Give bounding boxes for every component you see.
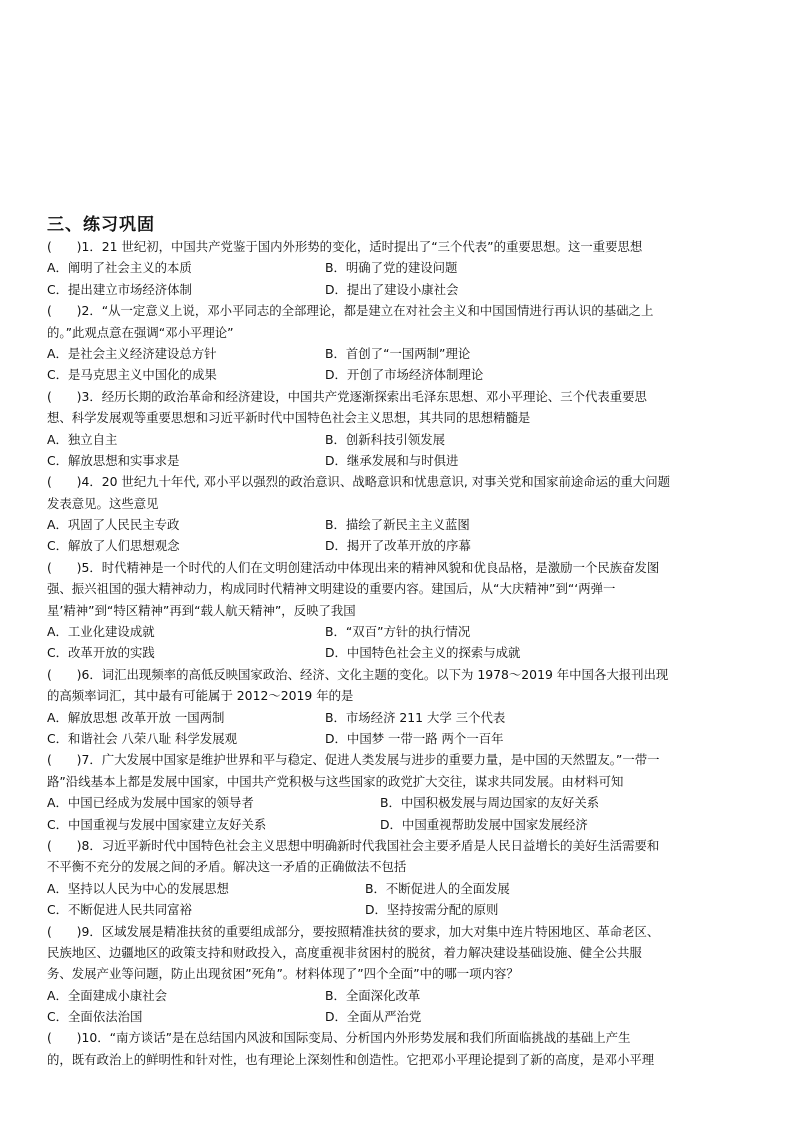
answer-option: A．解放思想 改革开放 一国两制: [47, 709, 225, 725]
answer-option: A．坚持以人民为中心的发展思想: [47, 880, 229, 896]
question-3: [47, 386, 747, 472]
answer-option: C．不断促进人民共同富裕: [47, 902, 192, 918]
answer-option: A．中国已经成为发展中国家的领导者: [47, 795, 254, 811]
option-row: [47, 985, 747, 1006]
question-4: [47, 471, 747, 557]
option-row: [47, 514, 747, 535]
document-body: [47, 214, 747, 1070]
answer-option: C．和谐社会 八荣八耻 科学发展观: [47, 730, 237, 746]
answer-option: B．市场经济 211 大学 三个代表: [325, 709, 506, 725]
question-stem-line: 强、振兴祖国的强大精神动力，构成同时代精神文明建设的重要内容。建国后，从“大庆精神”到“‘两弹一: [47, 581, 616, 597]
question-stem-line: ( )2．“从一定意义上说，邓小平同志的全部理论，都是建立在对社会主义和中国国情进行再认识的基础之上: [47, 303, 654, 319]
question-stem-line: 发表意见。这些意见: [47, 495, 159, 511]
answer-option: C．中国重视与发展中国家建立友好关系: [47, 816, 267, 832]
question-stem-line: 想、科学发展观等重要思想和习近平新时代中国特色社会主义思想，其共同的思想精髓是: [47, 410, 531, 426]
answer-option: C．提出建立市场经济体制: [47, 281, 192, 297]
answer-option: A．全面建成小康社会: [47, 987, 167, 1003]
answer-option: D．继承发展和与时俱进: [325, 452, 459, 468]
question-list: [47, 236, 747, 1070]
answer-option: B．中国积极发展与周边国家的友好关系: [380, 795, 600, 811]
question-stem-line: ( )4．20 世纪九十年代, 邓小平以强烈的政治意识、战略意识和忧患意识, 对事关党和国家前途命运的重大问题: [47, 474, 670, 490]
option-row: [47, 792, 747, 813]
answer-option: C．解放了人们思想观念: [47, 538, 180, 554]
answer-option: D．中国重视帮助发展中国家发展经济: [380, 816, 588, 832]
answer-option: A．独立自主: [47, 431, 118, 447]
option-row: [47, 728, 747, 749]
question-stem-line: ( )5．时代精神是一个时代的人们在文明创建活动中体现出来的精神风貌和优良品格，是激励一个民族奋发图: [47, 559, 660, 575]
question-8: [47, 835, 747, 921]
answer-option: B．明确了党的建设问题: [325, 260, 458, 276]
answer-option: A．阐明了社会主义的本质: [47, 260, 192, 276]
answer-option: B．首创了“一国两制”理论: [325, 345, 471, 361]
question-10: [47, 1027, 747, 1070]
question-stem-line: ( )3．经历长期的政治革命和经济建设，中国共产党逐渐探索出毛泽东思想、邓小平理论、三个代表重要思: [47, 388, 647, 404]
answer-option: D．中国特色社会主义的探索与成就: [325, 645, 521, 661]
answer-option: D．揭开了改革开放的序幕: [325, 538, 471, 554]
answer-option: B．“双百”方针的执行情况: [325, 624, 471, 640]
question-stem-line: 的高频率词汇，其中最有可能属于 2012～2019 年的是: [47, 688, 354, 704]
answer-option: B．不断促进人的全面发展: [365, 880, 510, 896]
option-row: [47, 279, 747, 300]
question-stem-line: 路”沿线基本上都是发展中国家，中国共产党积极与这些国家的政党扩大交往，谋求共同发展。由材料可知: [47, 773, 624, 789]
question-5: [47, 557, 747, 664]
answer-option: C．是马克思主义中国化的成果: [47, 367, 217, 383]
question-stem-line: ( )8．习近平新时代中国特色社会主义思想中明确新时代我国社会主要矛盾是人民日益增长的美好生活需要和: [47, 837, 660, 853]
option-row: [47, 450, 747, 471]
question-stem-line: ( )7．广大发展中国家是维护世界和平与稳定、促进人类发展与进步的重要力量，是中国的天然盟友。”一带一: [47, 752, 660, 768]
question-2: [47, 300, 747, 386]
option-row: [47, 899, 747, 920]
answer-option: B．创新科技引领发展: [325, 431, 446, 447]
option-row: [47, 343, 747, 364]
option-row: [47, 707, 747, 728]
option-row: [47, 257, 747, 278]
question-6: [47, 664, 747, 750]
section-title: 三、练习巩固: [47, 215, 155, 235]
answer-option: D．开创了市场经济体制理论: [325, 367, 484, 383]
question-stem-line: 不平衡不充分的发展之间的矛盾。解决这一矛盾的正确做法不包括: [47, 859, 407, 875]
option-row: [47, 429, 747, 450]
option-row: [47, 535, 747, 556]
option-row: [47, 1006, 747, 1027]
question-stem-line: 的，既有政治上的鲜明性和针对性，也有理论上深刻性和创造性。它把邓小平理论提到了新的高度，是邓小平理: [47, 1051, 655, 1067]
option-row: [47, 642, 747, 663]
question-stem-line: ( )10．“南方谈话”是在总结国内风波和国际变局、分析国内外形势发展和我们所面临挑战的基础上产生: [47, 1030, 631, 1046]
question-stem-line: ( )1．21 世纪初，中国共产党鉴于国内外形势的变化，适时提出了“三个代表”的重要思想。这一重要思想: [47, 239, 643, 254]
question-stem-line: 务、发展产业等问题，防止出现贫困”死角”。材料体现了”四个全面”中的哪一项内容？: [47, 966, 519, 982]
answer-option: C．全面依法治国: [47, 1009, 143, 1025]
option-row: [47, 814, 747, 835]
question-1: [47, 236, 747, 300]
answer-option: A．工业化建设成就: [47, 624, 155, 640]
answer-option: D．全面从严治党: [325, 1009, 422, 1025]
option-row: [47, 878, 747, 899]
question-9: [47, 921, 747, 1028]
question-stem-line: ( )9．区域发展是精准扶贫的重要组成部分，要按照精准扶贫的要求，加大对集中连片特困地区、革命老区、: [47, 923, 660, 939]
answer-option: C．改革开放的实践: [47, 645, 155, 661]
question-stem-line: 星’精神”到“特区精神”再到“载人航天精神”，反映了我国: [47, 602, 356, 618]
answer-option: B．描绘了新民主主义蓝图: [325, 517, 470, 533]
answer-option: B．全面深化改革: [325, 987, 421, 1003]
answer-option: D．提出了建设小康社会: [325, 281, 459, 297]
answer-option: D．中国梦 一带一路 两个一百年: [325, 730, 504, 746]
question-stem-line: ( )6．词汇出现频率的高低反映国家政治、经济、文化主题的变化。以下为 1978～2019 年中国各大报刊出现: [47, 666, 669, 682]
option-row: [47, 364, 747, 385]
option-row: [47, 621, 747, 642]
answer-option: D．坚持按需分配的原则: [365, 902, 499, 918]
question-7: [47, 749, 747, 835]
answer-option: C．解放思想和实事求是: [47, 452, 180, 468]
answer-option: A．是社会主义经济建设总方针: [47, 345, 217, 361]
answer-option: A．巩固了人民民主专政: [47, 517, 180, 533]
question-stem-line: 民族地区、边疆地区的政策支持和财政投入，高度重视非贫困村的脱贫，着力解决建设基础设施、健全公共服: [47, 944, 642, 960]
question-stem-line: 的。”此观点意在强调“邓小平理论”: [47, 324, 234, 340]
